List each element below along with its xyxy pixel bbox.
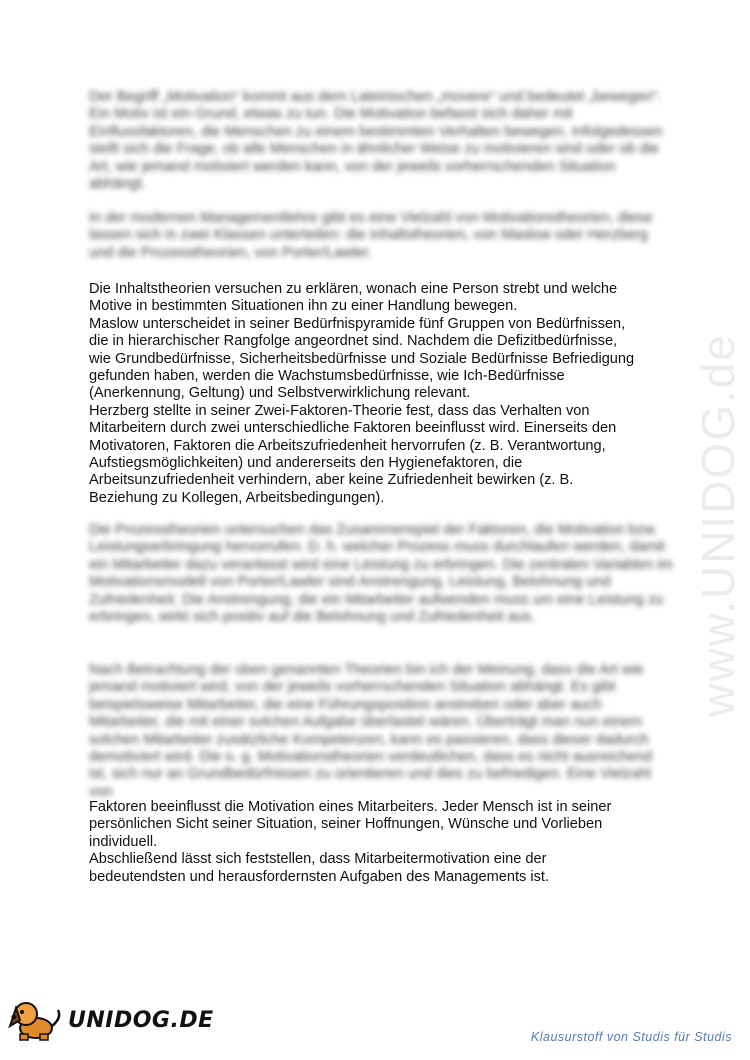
- unidog-logo[interactable]: [6, 990, 214, 1046]
- text-line: Aufstiegsmöglichkeiten) und andererseits den Hygienefaktoren, die: [89, 455, 523, 472]
- footer-slogan: Klausurstoff von Studis für Studis: [530, 1030, 732, 1044]
- text-line: (Anerkennung, Geltung) und Selbstverwirklichung relevant.: [89, 385, 471, 402]
- logo-text: UNIDOG.DE: [68, 1008, 214, 1033]
- text-line: Mitarbeitern durch zwei unterschiedliche Faktoren beeinflusst wird. Einerseits den: [89, 420, 617, 437]
- text-line: Arbeitsunzufriedenheit verhindern, aber keine Zufriedenheit bewirken (z. B.: [89, 472, 574, 489]
- text-line: Abschließend lässt sich feststellen, dass Mitarbeitermotivation eine der: [89, 851, 547, 868]
- text-line: Herzberg stellte in seiner Zwei-Faktoren-Theorie fest, dass das Verhalten von: [89, 402, 590, 419]
- paragraph-process-theories: Die Prozesstheorien untersuchen das Zusammenspiel der Faktoren, die Motivation bzw. Leistungserbringung hervorrufen. D. h. welcher Prozess muss durchlaufen werden, damit ein Mitarbeiter dazu veranlasst wird eine Leistung zu erbringen. Die zentralen Variablen im Motivationsmodell von Porter/Lawler sind Anstrengung, Leistung, Belohnung und Zufriedenheit. Die Anstrengung, die ein Mitarbeiter aufwenden muss um eine Leistung zu erbringen, wirkt sich positiv auf die Belohnung und Zufriedenheit aus.: [89, 522, 673, 626]
- text-line: Maslow unterscheidet in seiner Bedürfnispyramide fünf Gruppen von Bedürfnissen,: [89, 315, 626, 332]
- watermark-text: www.UNIDOG.de: [692, 333, 744, 717]
- paragraph-motivation-definition: Der Begriff „Motivation“ kommt aus dem Lateinischen „movere“ und bedeutet „bewegen“. Ein Motiv ist ein Grund, etwas zu tun. Die Motivation befasst sich daher mit Einflussfaktoren, die Menschen zu einem bestimmten Verhalten bewegen. Infolgedessen stellt sich die Frage, ob alle Menschen in ähnlicher Weise zu motivieren sind oder ob die Art, wie jemand motiviert werden kann, von der jeweils vorherrschenden Situation abhängt.: [89, 89, 663, 193]
- text-line: Beziehung zu Kollegen, Arbeitsbedingungen).: [89, 489, 385, 506]
- text-line: die in hierarchischer Rangfolge angeordnet sind. Nachdem die Defizitbedürfnisse,: [89, 333, 618, 350]
- text-line: gefunden haben, werden die Wachstumsbedürfnisse, wie Ich-Bedürfnisse: [89, 368, 565, 385]
- text-line: Motive in bestimmten Situationen ihn zu einer Handlung bewegen.: [89, 298, 518, 315]
- text-line: individuell.: [89, 833, 158, 850]
- dog-icon: [6, 996, 66, 1042]
- text-line: persönlichen Sicht seiner Situation, seiner Hoffnungen, Wünsche und Vorlieben: [89, 816, 603, 833]
- text-line: Die Inhaltstheorien versuchen zu erklären, wonach eine Person strebt und welche: [89, 281, 618, 297]
- text-line: Motivatoren, Faktoren die Arbeitszufriedenheit hervorrufen (z. B. Verantwortung,: [89, 437, 606, 454]
- text-line: Faktoren beeinflusst die Motivation eines Mitarbeiters. Jeder Mensch ist in seiner: [89, 799, 612, 815]
- watermark: [692, 300, 744, 750]
- paragraph-content-theories: [89, 281, 674, 507]
- text-line: bedeutendsten und herausfordernsten Aufgaben des Managements ist.: [89, 868, 550, 885]
- paragraph-opinion: Nach Betrachtung der oben genannten Theorien bin ich der Meinung, dass die Art wie jemand motiviert wird, von der jeweils vorherrschenden Situation abhängt. Es gibt beispielsweise Mitarbeiter, die eine Führungsposition anstreben oder aber auch Mitarbeiter, die mit einer solchen Aufgabe überlastet wären. Überträgt man nun einem solchen Mitarbeiter zusätzliche Kompetenzen, kann es passieren, dass dieser dadurch demotiviert wird. Die o. g. Motivationstheorien verdeutlichen, dass es nicht ausreichend ist, sich nur an Grundbedürfnissen zu orientieren und dies zu befriedigen. Eine Vielzahl von: [89, 662, 652, 800]
- paragraph-theory-classes: In der modernen Managementlehre gibt es eine Vielzahl von Motivationstheorien, diese lassen sich in zwei Klassen unterteilen: die Inhaltstheorien, von Maslow oder Herzberg und die Prozesstheorien, von Porter/Lawler.: [89, 210, 653, 261]
- paragraph-conclusion: [89, 799, 674, 886]
- text-line: wie Grundbedürfnisse, Sicherheitsbedürfnisse und Soziale Bedürfnisse Befriedigung: [89, 350, 635, 367]
